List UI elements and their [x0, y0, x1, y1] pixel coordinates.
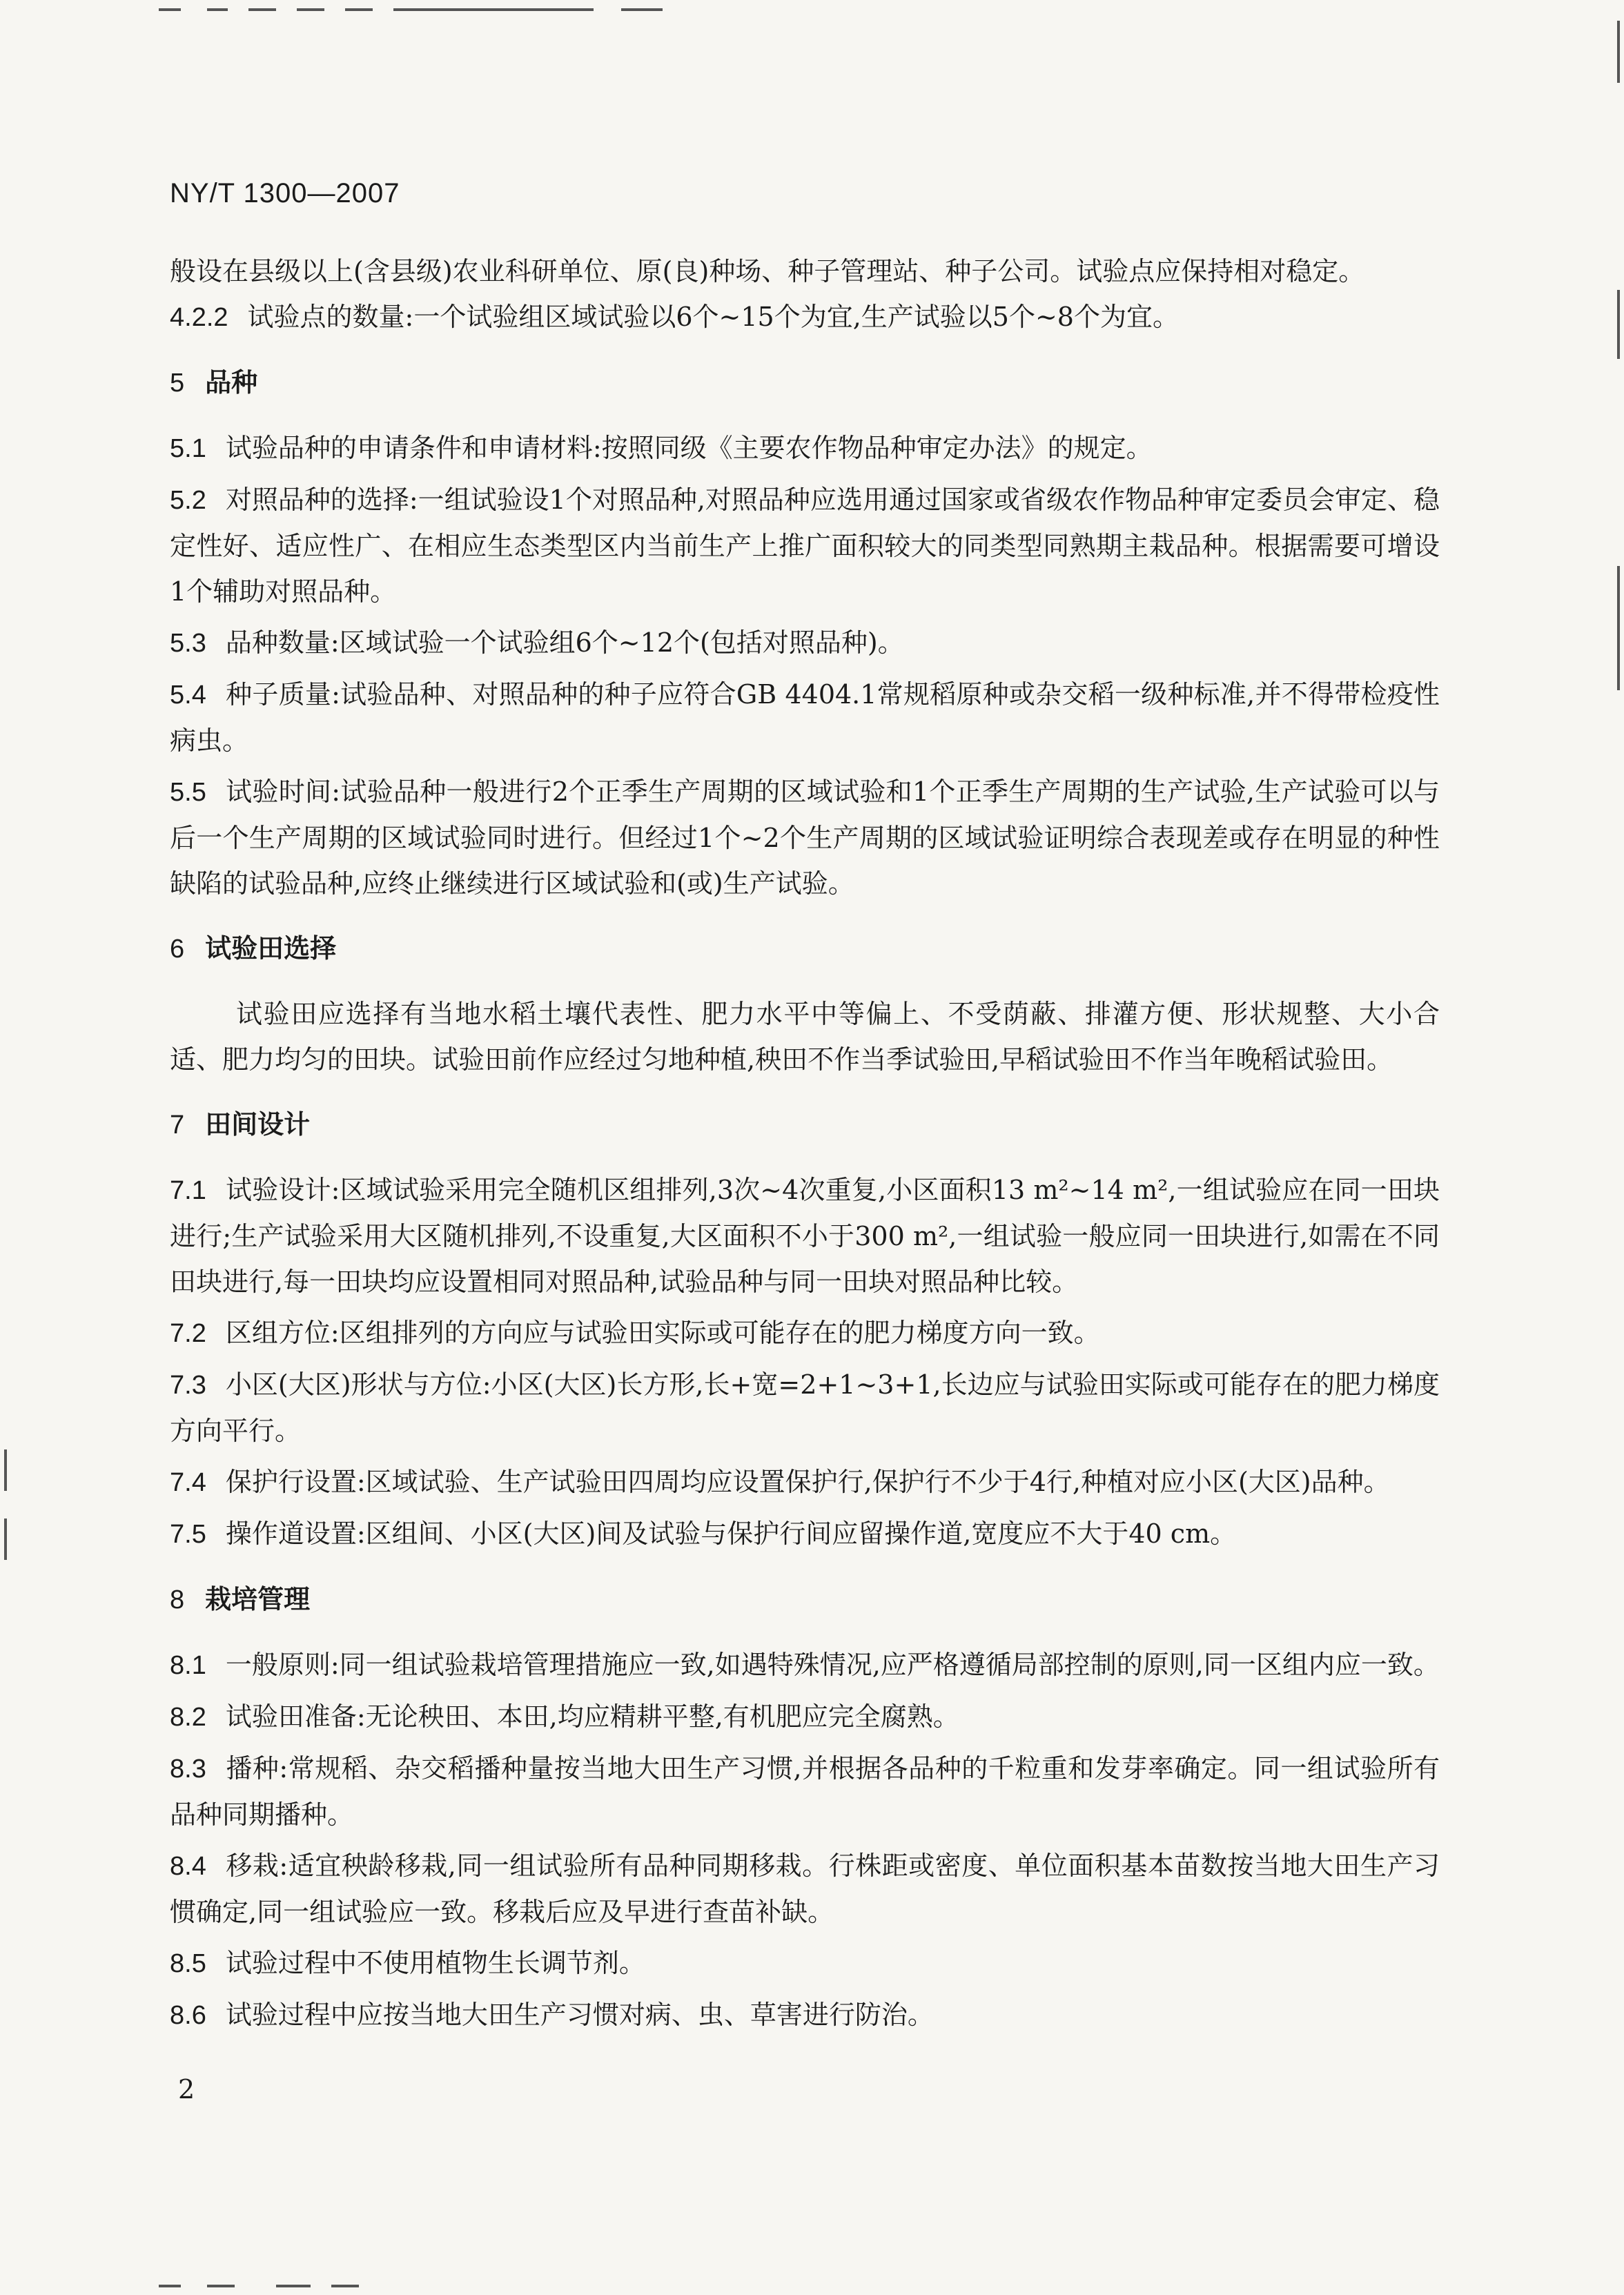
section-number: 8: [170, 1585, 185, 1614]
page-number: 2: [178, 2074, 195, 2104]
clause-number: 7.2: [170, 1319, 206, 1348]
clause-text: 小区(大区)形状与方位:小区(大区)长方形,长+宽=2+1~3+1,长边应与试验田实际或可能存在的肥力梯度方向平行。: [170, 1369, 1440, 1446]
clause-text: 试验点的数量:一个试验组区域试验以6个~15个为宜,生产试验以5个~8个为宜。: [247, 302, 1179, 332]
intro-line: 般设在县级以上(含县级)农业科研单位、原(良)种场、种子管理站、种子公司。试验点应保持相对稳定。: [170, 256, 1365, 286]
section-heading-6: [170, 926, 1440, 972]
clause-7-2: [170, 1310, 1440, 1356]
document-code: NY/T 1300—2007: [170, 178, 400, 208]
clause-number: 7.3: [170, 1371, 206, 1400]
clause-text: 移栽:适宜秧龄移栽,同一组试验所有品种同期移栽。行株距或密度、单位面积基本苗数按当地大田生产习惯确定,同一组试验应一致。移栽后应及早进行查苗补缺。: [170, 1850, 1440, 1927]
clause-4-2-2: [170, 294, 1440, 340]
section-number: 6: [170, 935, 185, 964]
clause-5-4: [170, 672, 1440, 763]
clause-7-5: [170, 1511, 1440, 1557]
clause-7-1: [170, 1167, 1440, 1305]
section-number: 7: [170, 1111, 185, 1140]
clause-text: 试验设计:区域试验采用完全随机区组排列,3次~4次重复,小区面积13 m²~14 m²,一组试验应在同一田块进行;生产试验采用大区随机排列,不设重复,大区面积不小于300 m²,一组试验一般应同一田块进行,如需在不同田块进行,每一田块均应设置相同对照品种,试验品种与同一田块对照品种比较。: [170, 1175, 1440, 1297]
clause-8-3: [170, 1746, 1440, 1837]
clause-text: 试验田准备:无论秧田、本田,均应精耕平整,有机肥应完全腐熟。: [225, 1701, 959, 1732]
clause-5-5: [170, 769, 1440, 906]
clause-number: 8.4: [170, 1852, 206, 1881]
section-title: 试验田选择: [205, 933, 337, 964]
clause-text: 播种:常规稻、杂交稻播种量按当地大田生产习惯,并根据各品种的千粒重和发芽率确定。同一组试验所有品种同期播种。: [170, 1753, 1440, 1830]
clause-text: 操作道设置:区组间、小区(大区)间及试验与保护行间应留操作道,宽度应不大于40 cm。: [225, 1518, 1237, 1549]
section-title: 田间设计: [205, 1109, 311, 1140]
clause-text: 试验过程中应按当地大田生产习惯对病、虫、草害进行防治。: [225, 2000, 934, 2030]
clause-number: 7.4: [170, 1468, 206, 1497]
clause-text: 种子质量:试验品种、对照品种的种子应符合GB 4404.1常规稻原种或杂交稻一级种标准,并不得带检疫性病虫。: [170, 679, 1440, 756]
clause-5-1: [170, 425, 1440, 471]
clause-5-3: [170, 620, 1440, 666]
clause-number: 4.2.2: [170, 303, 228, 332]
clause-number: 8.5: [170, 1949, 206, 1978]
clause-number: 5.4: [170, 681, 206, 710]
section-title: 品种: [205, 367, 258, 398]
section-heading-8: [170, 1576, 1440, 1623]
clause-7-3: [170, 1362, 1440, 1454]
section-6-paragraph: 试验田应选择有当地水稻土壤代表性、肥力水平中等偏上、不受荫蔽、排灌方便、形状规整、大小合适、肥力均匀的田块。试验田前作应经过匀地种植,秧田不作当季试验田,早稻试验田不作当年晚稻试验田。: [170, 999, 1440, 1075]
clause-text: 试验过程中不使用植物生长调节剂。: [225, 1948, 645, 1978]
section-title: 栽培管理: [205, 1584, 311, 1614]
section-heading-5: [170, 360, 1440, 406]
clause-text: 对照品种的选择:一组试验设1个对照品种,对照品种应选用通过国家或省级农作物品种审定委员会审定、稳定性好、适应性广、在相应生态类型区内当前生产上推广面积较大的同类型同熟期主栽品种。根据需要可增设1个辅助对照品种。: [170, 485, 1440, 607]
clause-text: 一般原则:同一组试验栽培管理措施应一致,如遇特殊情况,应严格遵循局部控制的原则,同一区组内应一致。: [225, 1650, 1440, 1680]
clause-number: 5.1: [170, 434, 206, 463]
clause-number: 8.2: [170, 1703, 206, 1732]
document-body: [170, 248, 1440, 2044]
section-heading-7: [170, 1102, 1440, 1148]
clause-text: 区组方位:区组排列的方向应与试验田实际或可能存在的肥力梯度方向一致。: [225, 1318, 1100, 1348]
clause-number: 8.6: [170, 2001, 206, 2030]
clause-number: 7.5: [170, 1520, 206, 1549]
clause-8-6: [170, 1992, 1440, 2038]
clause-text: 保护行设置:区域试验、生产试验田四周均应设置保护行,保护行不少于4行,种植对应小区(大区)品种。: [225, 1467, 1390, 1497]
clause-text: 试验时间:试验品种一般进行2个正季生产周期的区域试验和1个正季生产周期的生产试验,生产试验可以与后一个生产周期的区域试验同时进行。但经过1个~2个生产周期的区域试验证明综合表现差或存在明显的种性缺陷的试验品种,应终止继续进行区域试验和(或)生产试验。: [170, 777, 1440, 899]
clause-number: 8.1: [170, 1651, 206, 1680]
clause-number: 5.3: [170, 629, 206, 658]
clause-8-4: [170, 1843, 1440, 1935]
clause-8-5: [170, 1940, 1440, 1986]
clause-text: 品种数量:区域试验一个试验组6个~12个(包括对照品种)。: [225, 627, 904, 658]
clause-number: 5.2: [170, 486, 206, 515]
clause-number: 7.1: [170, 1176, 206, 1205]
clause-5-2: [170, 477, 1440, 614]
section-number: 5: [170, 369, 185, 398]
clause-number: 8.3: [170, 1755, 206, 1784]
clause-number: 5.5: [170, 778, 206, 807]
clause-7-4: [170, 1459, 1440, 1505]
clause-text: 试验品种的申请条件和申请材料:按照同级《主要农作物品种审定办法》的规定。: [225, 433, 1153, 463]
clause-8-2: [170, 1694, 1440, 1740]
clause-8-1: [170, 1642, 1440, 1688]
